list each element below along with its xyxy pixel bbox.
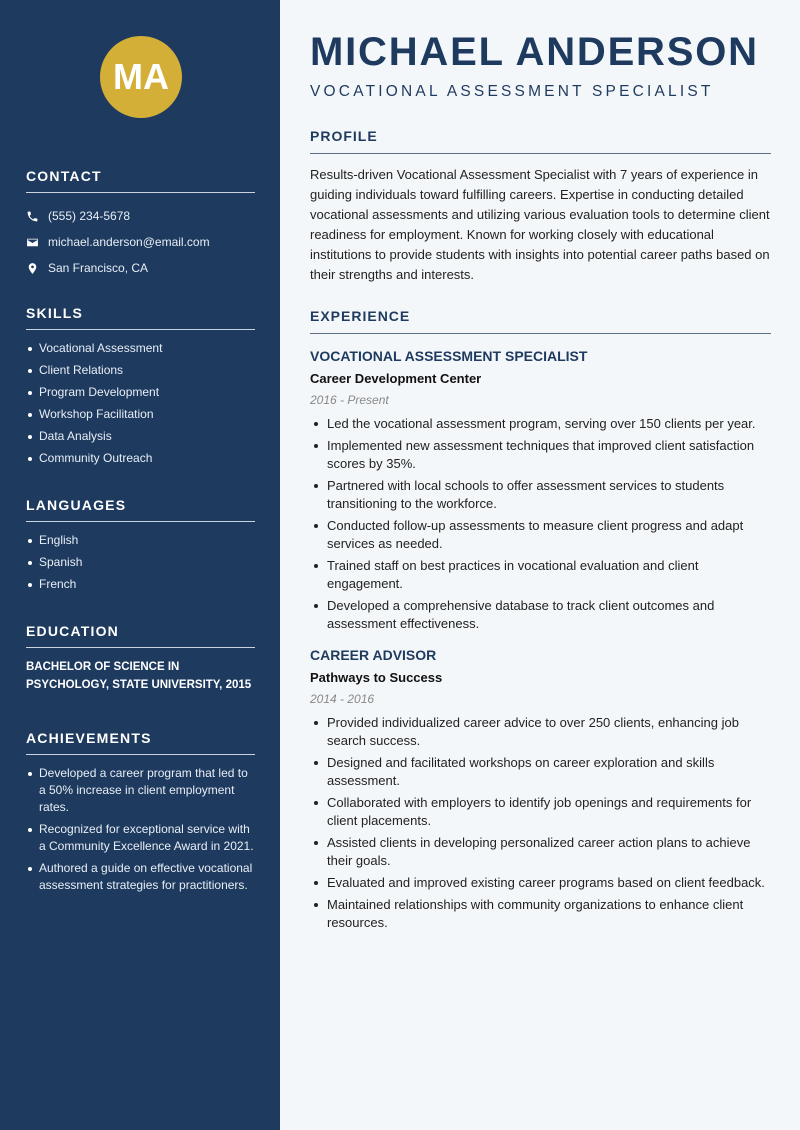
contact-location — [26, 255, 255, 281]
job-title: VOCATIONAL ASSESSMENT SPECIALIST — [310, 348, 588, 364]
job-bullet: Trained staff on best practices in vocational evaluation and client engagement. — [310, 557, 771, 593]
language-item: Spanish — [26, 554, 255, 571]
skill-item: Program Development — [26, 384, 255, 401]
achievement-item: Authored a guide on effective vocational assessment strategies for practitioners. — [26, 860, 255, 894]
candidate-name: MICHAEL ANDERSON — [310, 30, 759, 74]
education-degree: BACHELOR OF SCIENCE IN PSYCHOLOGY, STATE UNIVERSITY, 2015 — [26, 661, 252, 691]
experience-section — [310, 308, 771, 936]
phone-text: (555) 234-5678 — [48, 209, 131, 223]
job-dates: 2014 - 2016 — [310, 692, 375, 706]
contact-section — [26, 168, 255, 281]
job-bullet: Maintained relationships with community organizations to enhance client resources. — [310, 896, 771, 932]
job-bullet: Designed and facilitated workshops on career exploration and skills assessment. — [310, 754, 771, 790]
job-title: CAREER ADVISOR — [310, 647, 437, 663]
job-bullet: Led the vocational assessment program, serving over 150 clients per year. — [310, 415, 771, 433]
location-pin-icon — [26, 262, 39, 275]
contact-phone — [26, 203, 255, 229]
language-item: French — [26, 576, 255, 593]
job-entry — [310, 647, 771, 932]
location-text: San Francisco, CA — [48, 261, 149, 275]
contact-heading: CONTACT — [26, 168, 255, 193]
job-entry — [310, 348, 771, 633]
profile-heading: PROFILE — [310, 128, 771, 154]
sidebar — [0, 0, 280, 1130]
candidate-title: VOCATIONAL ASSESSMENT SPECIALIST — [310, 83, 714, 100]
job-bullet: Provided individualized career advice to over 250 clients, enhancing job search success. — [310, 714, 771, 750]
phone-icon — [26, 210, 39, 223]
achievements-heading: ACHIEVEMENTS — [26, 730, 255, 755]
achievement-item: Developed a career program that led to a 50% increase in client employment rates. — [26, 765, 255, 816]
email-icon — [26, 236, 39, 249]
job-bullet: Evaluated and improved existing career programs based on client feedback. — [310, 874, 771, 892]
job-bullet: Partnered with local schools to offer assessment services to students transitioning to the workforce. — [310, 477, 771, 513]
skill-item: Data Analysis — [26, 428, 255, 445]
skill-item: Vocational Assessment — [26, 340, 255, 357]
avatar: MA — [100, 36, 182, 118]
email-link[interactable]: michael.anderson@email.com — [48, 235, 210, 249]
job-bullet: Conducted follow-up assessments to measure client progress and adapt services as needed. — [310, 517, 771, 553]
profile-section — [310, 128, 771, 285]
skills-heading: SKILLS — [26, 305, 255, 330]
job-bullet: Implemented new assessment techniques that improved client satisfaction scores by 35%. — [310, 437, 771, 473]
skill-item: Community Outreach — [26, 450, 255, 467]
skills-section — [26, 305, 255, 472]
contact-email — [26, 229, 255, 255]
profile-text: Results-driven Vocational Assessment Specialist with 7 years of experience in guiding individuals toward fulfilling careers. Expertise in conducting detailed vocational assessments and utilizing various evaluation tools to determine client readiness for employment. Known for working closely with educational institutions to provide students with insights into potential career paths based on their strengths and interests. — [310, 167, 770, 282]
language-item: English — [26, 532, 255, 549]
job-bullet: Developed a comprehensive database to track client outcomes and assessment effectiveness. — [310, 597, 771, 633]
achievement-item: Recognized for exceptional service with a Community Excellence Award in 2021. — [26, 821, 255, 855]
skill-item: Client Relations — [26, 362, 255, 379]
achievements-section — [26, 730, 255, 899]
job-company: Pathways to Success — [310, 670, 443, 685]
experience-heading: EXPERIENCE — [310, 308, 771, 334]
job-company: Career Development Center — [310, 371, 482, 386]
job-dates: 2016 - Present — [310, 393, 389, 407]
education-section — [26, 623, 255, 694]
skill-item: Workshop Facilitation — [26, 406, 255, 423]
languages-section — [26, 497, 255, 598]
education-heading: EDUCATION — [26, 623, 255, 648]
languages-heading: LANGUAGES — [26, 497, 255, 522]
job-bullet: Collaborated with employers to identify job openings and requirements for client placements. — [310, 794, 771, 830]
job-bullet: Assisted clients in developing personalized career action plans to achieve their goals. — [310, 834, 771, 870]
